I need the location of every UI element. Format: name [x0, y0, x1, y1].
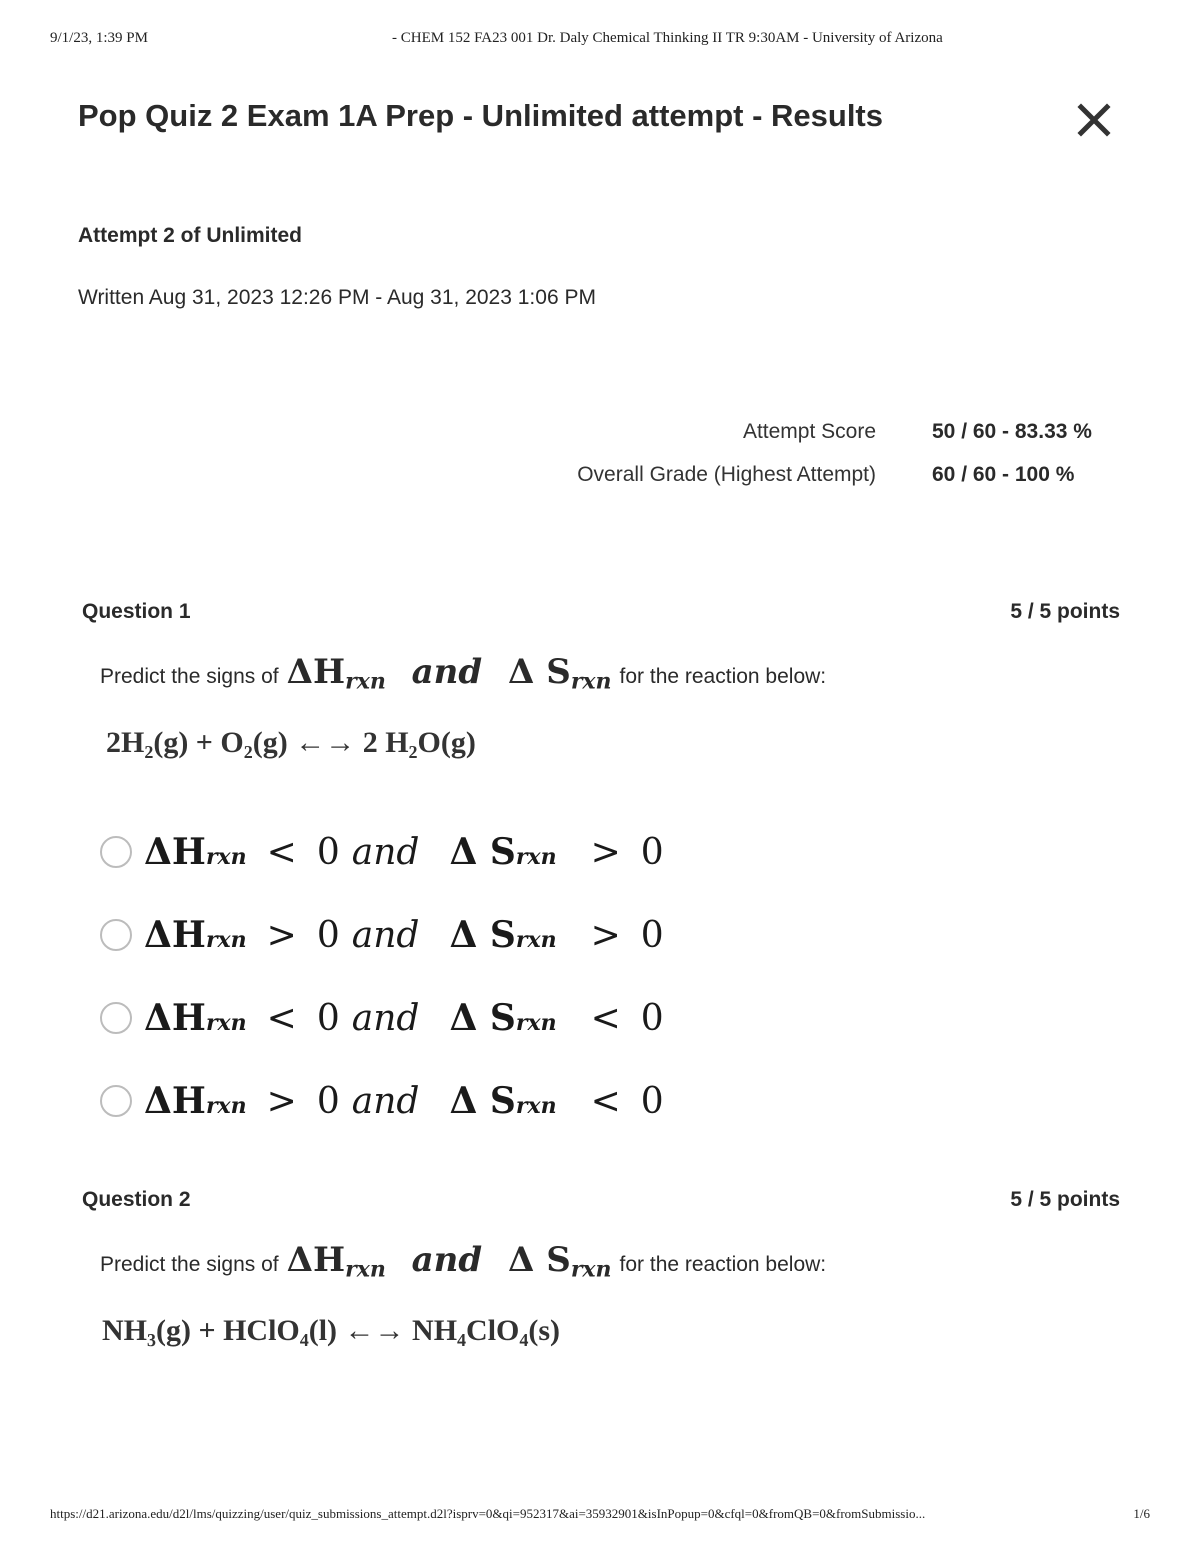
close-button[interactable]	[1072, 98, 1116, 142]
attempt-score-label: Attempt Score	[742, 420, 876, 443]
attempt-score-value: 50 / 60 - 83.33 %	[932, 420, 1092, 443]
print-page-title: - CHEM 152 FA23 001 Dr. Daly Chemical Thinking II TR 9:30AM - University of Arizona	[392, 30, 943, 46]
print-date: 9/1/23, 1:39 PM	[50, 30, 148, 46]
radio-button[interactable]	[100, 1002, 132, 1034]
prompt-text-before: Predict the signs of	[100, 665, 279, 688]
page-number: 1/6	[1133, 1506, 1150, 1521]
print-footer	[50, 1506, 1150, 1524]
overall-grade-row	[0, 463, 1200, 491]
option-math: ΔH rxn < 0 and Δ S rxn > 0	[144, 831, 664, 873]
print-header	[50, 30, 1150, 50]
question-1-option-4[interactable]	[100, 1076, 664, 1126]
question-1-points: 5 / 5 points	[1010, 600, 1120, 623]
prompt-text-after: for the reaction below:	[619, 665, 827, 688]
prompt-math: $\Delta H_{rxn}$ and Δ $S_{rxn}$	[286, 652, 612, 695]
prompt-text-before: Predict the signs of	[100, 1253, 279, 1276]
question-1-prompt	[100, 652, 826, 695]
radio-button[interactable]	[100, 836, 132, 868]
print-url: https://d21.arizona.edu/d2l/lms/quizzing/user/quiz_submissions_attempt.d2l?isprv=0&qi=952317&ai=35932901&isInPopup=0&cfql=0&fromQB=0&fromSubmissio...	[50, 1506, 926, 1521]
question-1-reaction: 2H₂(g) + O₂(g) ←→ 2 H₂O(g)	[106, 726, 476, 759]
quiz-title: Pop Quiz 2 Exam 1A Prep - Unlimited attempt - Results	[78, 98, 884, 133]
question-1-heading: Question 1	[82, 600, 191, 623]
question-1-option-3[interactable]	[100, 993, 664, 1043]
written-time: Written Aug 31, 2023 12:26 PM - Aug 31, 2023 1:06 PM	[78, 286, 596, 309]
prompt-math: $\Delta H_{rxn}$ and Δ $S_{rxn}$	[286, 1240, 612, 1283]
overall-grade-label: Overall Grade (Highest Attempt)	[577, 463, 876, 486]
prompt-text-after: for the reaction below:	[619, 1253, 827, 1276]
attempt-score-row	[0, 420, 1200, 448]
radio-button[interactable]	[100, 919, 132, 951]
close-icon	[1077, 103, 1111, 137]
option-math: ΔH rxn > 0 and Δ S rxn > 0	[144, 914, 664, 956]
question-1-option-1[interactable]	[100, 827, 664, 877]
question-2-points: 5 / 5 points	[1010, 1188, 1120, 1211]
radio-button[interactable]	[100, 1085, 132, 1117]
overall-grade-value: 60 / 60 - 100 %	[932, 463, 1075, 486]
question-1-option-2[interactable]	[100, 910, 664, 960]
question-2-reaction: NH₃(g) + HClO₄(l) ←→ NH₄ClO₄(s)	[102, 1314, 561, 1347]
option-math: ΔH rxn > 0 and Δ S rxn < 0	[144, 1080, 664, 1122]
attempt-label: Attempt 2 of Unlimited	[78, 224, 302, 247]
question-2-heading: Question 2	[82, 1188, 191, 1211]
option-math: ΔH rxn < 0 and Δ S rxn < 0	[144, 997, 664, 1039]
question-2-prompt	[100, 1240, 826, 1283]
